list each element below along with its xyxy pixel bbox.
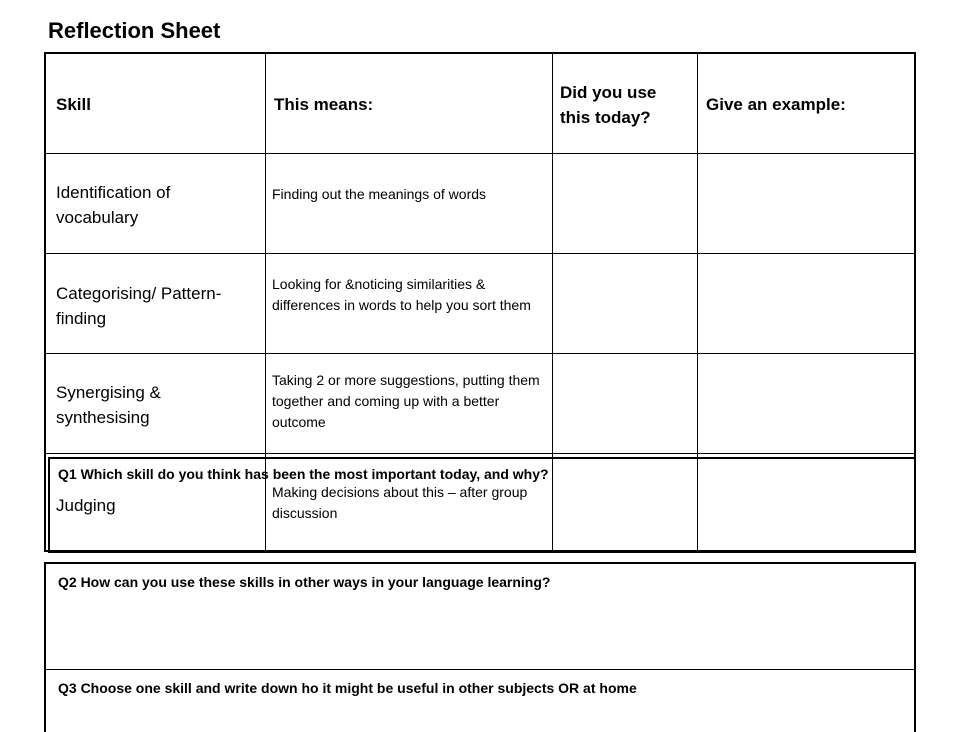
question-2-text: Q2 How can you use these skills in other ways in your language learning? [58,574,551,590]
skill-meaning: Taking 2 or more suggestions, putting them together and coming up with a better outcome [272,372,540,430]
question-1-text: Q1 Which skill do you think has been the most important today, and why? [58,466,549,482]
example-cell[interactable] [698,154,914,252]
question-divider [46,669,914,670]
questions-box [44,562,916,732]
header-this-means: This means: [274,95,374,114]
header-skill: Skill [56,95,91,114]
skill-meaning: Looking for &noticing similarities & differences in words to help you sort them [272,276,531,313]
question-2-answer-area[interactable] [46,598,914,668]
skill-name: Categorising/ Pattern-finding [56,284,222,328]
question-3-answer-area[interactable] [46,702,914,722]
used-today-cell[interactable] [553,254,696,352]
skill-meaning: Making decisions about this – after group discussion [272,484,528,521]
question-3-text: Q3 Choose one skill and write down ho it might be useful in other subjects OR at home [58,680,637,696]
used-today-cell[interactable] [553,354,696,452]
page-title: Reflection Sheet [48,18,221,43]
skill-name: Synergising & synthesising [56,383,161,427]
skill-name: Identification of vocabulary [56,183,171,227]
header-did-you-use: Did you use this today? [560,83,657,127]
example-cell[interactable] [698,254,914,352]
header-give-example: Give an example: [706,95,846,114]
question-1-box [48,457,916,553]
skill-name: Judging [56,496,116,515]
skill-meaning: Finding out the meanings of words [272,186,487,202]
used-today-cell[interactable] [553,154,696,252]
example-cell[interactable] [698,354,914,452]
